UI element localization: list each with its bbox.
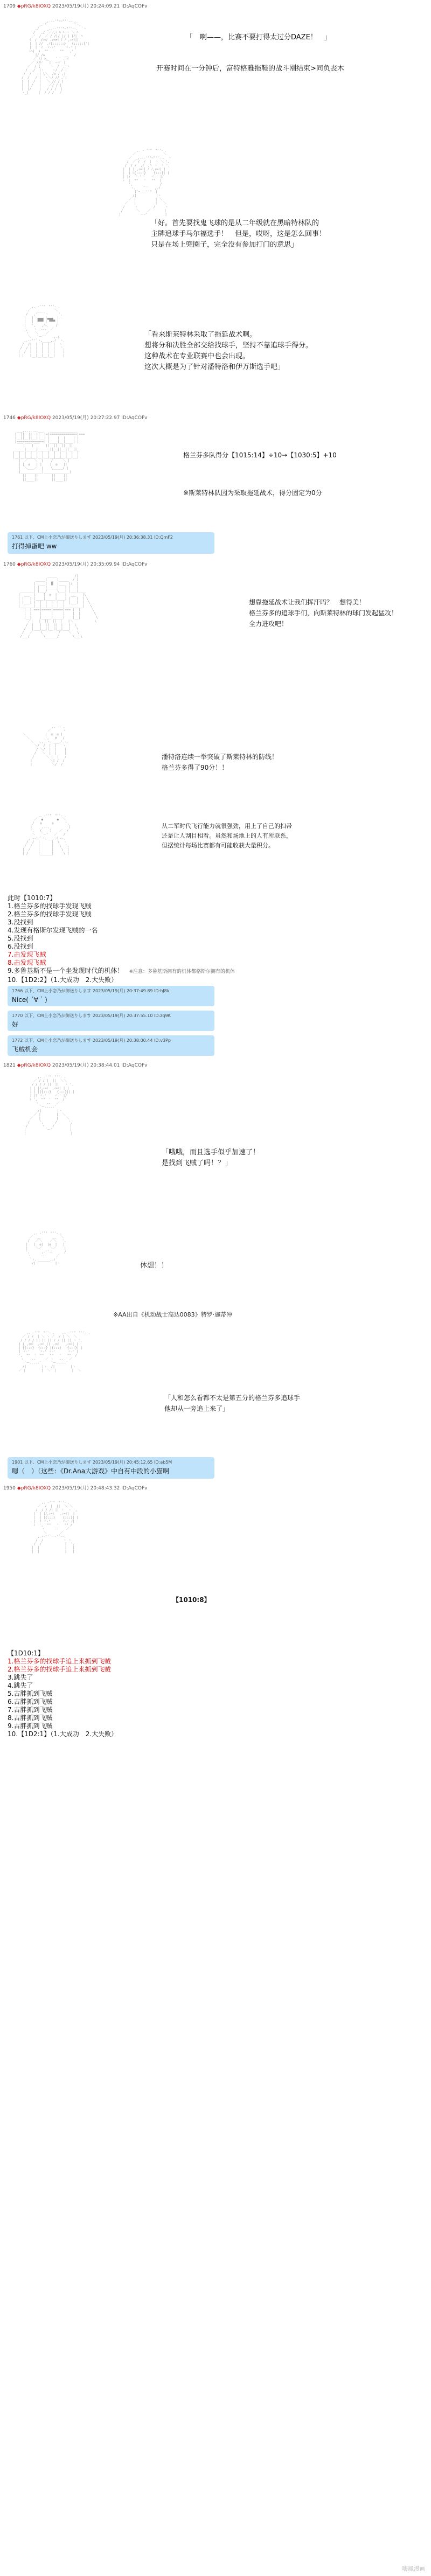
narration-text: 开赛时间在一分钟后，富特格雅拖鞋的战斗刚结束>同负丧木 xyxy=(156,65,344,73)
ascii-art-character: _,.-‐'"~~"''‐-.,_ ,.'" `ヽ、 ,/ _,.-‐'''"~"''‐-、 `ヽ / ,/ ／ﾉ,ｲ ﾊ ﾊ ヽ ＼ ﾍ ,' / ／ / /|/ |/ | |ﾉ| ﾊ ｲ / /ﾚﾍ/ .ｨ=≠ﾐ ﾘ ﾉ ,ｨ=ﾐ|| | | // ,ｲ{::::::} {:::::}'| | | ｲ ゞ--' ゞ-' | ﾚﾍ| ∧ "" ' "" ,' |/ /∧ __ / ／ // >、 ´ ` ,.ｲ ／ //ﾚ' ￣|` ーｧ´ | ／ / { ヽ / ,'ヽ / ,/ |ヽ ヽ/ / | / / ,| \＼ /∨ / ,| / / / | ヽ＼/ // ,'| | | / | ＼ // / | | | / | ／/ / | | |/ | / / / | ヽ_| | / / / ﾉ xyxy=(22,19,89,95)
speech-bubble: 想靠拖延战术让我们挥汗吗？ 想得美！ 格兰芬多的追球手们，向斯莱特林的球门发起猛攻！ 全力进攻吧！ xyxy=(249,598,398,628)
speech-bubble: 「 啊——，比赛不要打得太过分DAZE！ 」 xyxy=(186,33,331,41)
score-text: 【1010:8】 xyxy=(172,1596,211,1604)
speech-bubble: 「看来斯莱特林采取了拖延战术啊。 想将分和决胜全部交给找球手，坚持不靠追球手得分。 这种战术在专业联赛中也会出现。 这次大概是为了针对潘特洛和伊万斯选手吧」 xyxy=(144,331,313,371)
speech-bubble: 「人和怎么看都不太是第五分的格兰芬多追球手 他却从一旁追上来了」 xyxy=(164,1394,301,1412)
list-item: 5.没找到 xyxy=(8,935,33,942)
choice-list xyxy=(8,894,235,984)
list-item: 8.古胖抓到飞贼 xyxy=(8,1714,53,1722)
list-title: 【1D10:1】 xyxy=(8,1649,44,1657)
ascii-art-mecha: ___,,....,,___ ______________ | || || || |=|==============|=== |__||__||__||__| | | | | | |==============| |____|__|____| | ￣￣|￣￣|￣￣ || || || || _____|_____|______||__||__||__||_ | | | | | | | | | | | | |__|__|__|__|__|__|__|__|__|__|__| | ／￣￣＼ | /￣￣￣＼ | | | ◎ | | | ◎ || | ＼＿＿／ | \＿＿＿/ | |___________|_____________| || || || || ||____|| ||____|| xyxy=(12,429,85,482)
aa-caption: ※AA出自《机动战士高达0083》特罗·施蒂冲 xyxy=(113,1311,233,1318)
ascii-art-flying: ,. ‐- 、 ／ ヽ ＼ | ◎ ◎ | ＼ ', ∀ / ＼ ,.-‐ヽ、___ノ‐-、 ＼/ / | | ヽ / ＼/ | | | / ＼ | | | / ＼ | | / | ＼| / / | ＼/ / xyxy=(22,725,70,767)
reply-post: 1772 以下、CM上小恋乃が御送りします 2023/05/19(月) 20:38:00.44 ID:v3Pp 飞贼机会 xyxy=(8,1035,214,1056)
list-item-highlighted: 8.击发现飞贼 xyxy=(8,959,46,966)
ascii-art-character: ,. ‐''"￣"''‐ 、 ／ / | || ＼ ＼ / / / /| || ヽ ヽ ', | | |ﾉ,ｨ=ﾐ ,ｨ=ﾐ| | | | |{:::} {:::}| | | ﾘ ゞ-' ゞ-' ﾉ| ﾚ ', "" ' "" / ヽ ‐‐ ／ ＼ ／ ,.-‐''`ー‐'´‐-、 / / ヽ ヽ / / | ', | | | | | | | | xyxy=(31,1501,79,1554)
list-item: 6.没找到 xyxy=(8,943,33,950)
choice-list xyxy=(8,1649,117,1738)
list-item: 1.格兰芬多的找球手发现飞贼 xyxy=(8,902,92,910)
watermark: 嗨鳳漫画 xyxy=(402,2565,426,2572)
ascii-art-character: ,. ‐''"￣"''‐ 、 ／ ● ● ＼ / ◎ ◎ ', | ,.-、 | ', ( ) ／ / ヽ `ー' ／ / ,.-‐''`ヽ、__,.ｲ ‐-、 / / | | \ ヽ / / | | \ ', | / | | \ | | / |______| \ | xyxy=(22,814,71,855)
list-item: 4.发现有格斯尔发现飞贼的一名 xyxy=(8,927,98,934)
list-item: 9.多鲁基斯不是一个坐发现时代的机体！ ※注意：多鲁基斯拥有的机体都格斯尔拥有的机体 xyxy=(8,967,235,974)
ascii-art-character: ,. ‐''"￣"''‐ 、 ／ ___ ＼ / ,' `ヽ ', | | ▄▄▄ |▄▄▄ | | | ▀▀▀ | ▀▀▀ | | ', ,ヘ、 / ', ヽ ‐‐‐ ／ ヽ ＼ ／ ＼ `ー'´ ,.ｨ ,.-‐''`ヽ,____,.ｲ `ヽ、 / /| | | | | ヽ / / | | | | | ', | / | | | | | | | | |__|__|__|__| | xyxy=(18,305,67,358)
reply-post: 1766 以下、CM上小恋乃が御送りします 2023/05/19(月) 20:37:49.89 ID:hJ8k Nice( ´∀｀) xyxy=(8,986,214,1006)
reply-post: 1901 以下、CM上小恋乃が御送りします 2023/05/19(月) 20:45:12.65 ID:ab5M 嗯（ ）（这些：《Dr.Ana大游戏》中自有中段的小猫啊 xyxy=(8,1457,214,1479)
speech-bubble: 「哦哦，而且选手似乎加速了！ 是找到飞贼了吗！？」 xyxy=(162,1148,260,1167)
list-item-highlighted: 2.格兰芬多的找球手追上来抓到飞贼 xyxy=(8,1666,111,1673)
list-item-highlighted: 1.格兰芬多的找球手追上来抓到飞贼 xyxy=(8,1658,111,1665)
post-header: 1746 ◆pRG/k8IOXQ 2023/05/19(月) 20:27:22.97 ID:AqCOFv xyxy=(3,415,148,421)
score-text: 格兰芬多队得分【1015:14】÷10→【1030:5】+10 xyxy=(183,451,337,459)
list-note: ※注意：多鲁基斯拥有的机体都格斯尔拥有的机体 xyxy=(129,969,235,974)
ascii-art-character: ,. ‐''"￣"''‐ 、 ／ / / | || ＼＼ / / / / || || ヽ ', | | |ﾉ,ｨ=ﾐ ,ｨ=ﾐ| | | | | ||{:::} {:::}|| | | |ﾘ ゞ-' ゞ-' |/ ﾚ ', "" ' "" / ヽ ‐‐ ／ `ー‐---‐´ /| |ヽ ／ | | ＼ ／ | | ＼ / ', / ', / ヽ / | | `ー' | | | xyxy=(24,1075,75,1136)
speech-bubble: 从二军时代飞行能力就很强劲，用上了自己的扫帚 还是让人刮目相看。虽然和场地上的人有所联系， 但据统计每场比赛都有可能收获大量积分。 xyxy=(162,823,292,849)
speech-bubble: 休想！！ xyxy=(140,1262,169,1270)
list-item: 10.【1D2:2】（1.大成功 2.大失败） xyxy=(8,976,118,984)
ascii-art-character: ,. ‐''"￣"''‐ 、 ,. ‐''"￣"''‐ 、 ／ / / | ＼ ヽ ／ / | ＼ ＼ / / / / || || || / / || || ヽ ', | | ,ｨ=ﾐ ,ｨ=ﾐ || ,ｨ=ﾐ ,ｨ=ﾐ| | | |{:::} {:::} |{:::} {:::}| | | ゞ-' ゞ-' ゞ-' ゞ-' | ', "" ' "" "" ' "" / ヽ ‐‐ ／ ヽ ‐‐ ／ `ー‐---‐´ `ー‐---‐´ /| |ヽ /| |ヽ ／ | | ＼ | | ＼ xyxy=(18,1331,92,1373)
speech-bubble: 「好。首先要找鬼飞球的是从二年级就在黑暗特林队的 主牌追球手马尔福选手！ 但是，哎呀，这是怎么回事！ 只是在场上兜圈子，完全没有参加打门的意思」 xyxy=(151,219,326,249)
speech-bubble: 潘特洛连续一举突破了斯莱特林的防线！ 格兰芬多得了90分！！ xyxy=(162,753,279,771)
list-item: 3.跳失了 xyxy=(8,1674,33,1681)
list-item: 3.没找到 xyxy=(8,918,33,926)
ascii-art-character: ,. ‐''"￣"''‐ 、 ／ __ __ ＼ / ／＼ ／＼ ', | | ◎| |◎ | | | ＼／ ＼／ | ', ,‐'`‐、 / ヽ ‐‐‐ ／ `ヽ、______,.ｨ´ /| |ヽ xyxy=(26,1231,66,1265)
post-header: 1821 ◆pRG/k8IOXQ 2023/05/19(月) 20:38:44.01 ID:AqCOFv xyxy=(3,1063,148,1068)
post-header: 1950 ◆pRG/k8IOXQ 2023/05/19(月) 20:48:43.32 ID:AqCOFv xyxy=(3,1486,148,1491)
list-item: 10.【1D2:1】（1.大成功 2.大失败） xyxy=(8,1730,118,1738)
note-text: ※斯莱特林队因为采取拖延战术，得分固定为0分 xyxy=(183,489,322,497)
list-item: 7.古胖抓到飞贼 xyxy=(8,1706,53,1714)
list-item: 6.古胖抓到飞贼 xyxy=(8,1698,53,1705)
ascii-art-character: ,. ‐ ''"￣"''‐ 、 ／ ＼ ／ _,.-‐''"~"''‐-、 ヽ / ／ / / | ヽ ＼ ', / / / ,ｲ ,ﾊ ﾄ ヽ ', | | | ,ｨ=ﾐ| ﾉ ﾉ,ｨ=ﾐ| | | | ﾚ{::::} {:::}| | | |ｲ ゞ-' ゞ-' |ﾉ ﾚ | "" ' "" | ', __ / ヽ、 ´ ,.ｲ |`ｰ--‐''" | /| |ヽ ／ | | ＼ ／ | | ＼ / ヽ / ヽ / ＼ ／ | | ー‐' | xyxy=(119,149,172,217)
ascii-art-mecha: _____ /| _____| |_____ / | | ___| ▓ |___ |/ | | | |_____| | | | _______| |___/ \___| |___|____ | ___ | | ◎ | | ___ |\ | | | |____|_____|____| | | | \ | |___| | | | | | | |___| | \ |_______|__|__|__|__|__|_________| \ | | ===|=====|=====|=== | | \ | | | | | | | \ |__| |_____|_____| |__| \ ／| | || || | |＼ \ / | | || || | | \ / |___|__||__||__|___| \ / ／ \ / ＼ \ /___/ \______/ \___\ xyxy=(18,574,98,638)
post-header: 1709 ◆pRG/k8IOXQ 2023/05/19(月) 20:24:09.21 ID:AqCOFv xyxy=(3,4,148,9)
list-item: 5.古胖抓到飞贼 xyxy=(8,1690,53,1697)
post-header: 1760 ◆pRG/k8IOXQ 2023/05/19(月) 20:35:09.94 ID:AqCOFv xyxy=(3,562,148,567)
list-item: 9.古胖抓到飞贼 xyxy=(8,1722,53,1730)
reply-post: 1761 以下、CM上小恋乃が御送りします 2023/05/19(月) 20:36:38.31 ID:QmF2 打得掉蛋吧 ww xyxy=(8,532,214,554)
list-item: 4.跳失了 xyxy=(8,1682,33,1689)
list-item-highlighted: 7.击发现飞贼 xyxy=(8,951,46,958)
reply-post: 1770 以下、CM上小恋乃が御送りします 2023/05/19(月) 20:37:55.10 ID:zq9K 好 xyxy=(8,1011,214,1031)
list-item: 2.格兰芬多的找球手发现飞贼 xyxy=(8,910,92,918)
list-title: 此时【1010:7】 xyxy=(8,894,57,902)
